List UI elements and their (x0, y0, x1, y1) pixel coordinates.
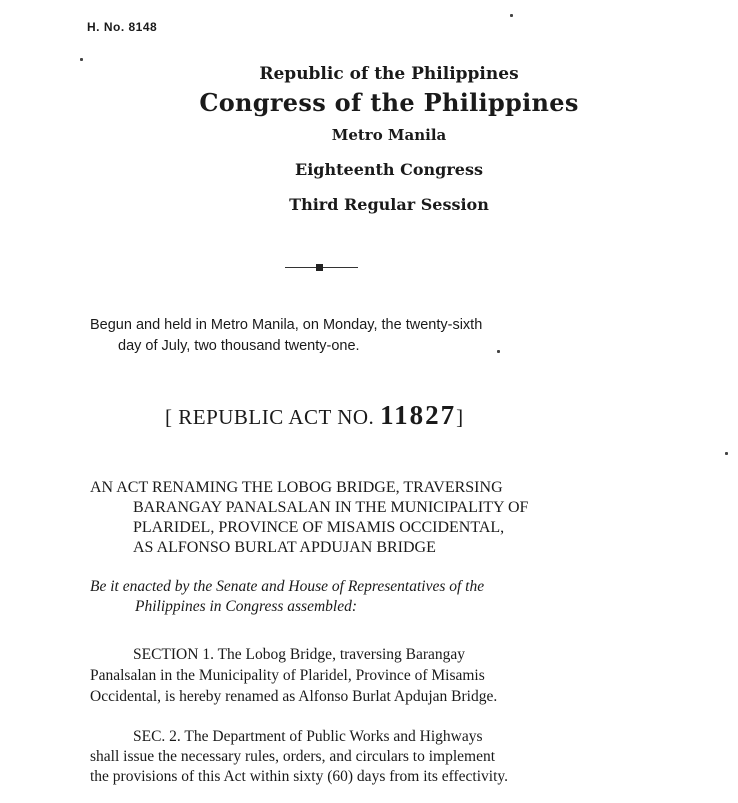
divider-ornament (316, 264, 323, 271)
scan-speck (725, 452, 728, 455)
section-2-line-1 (133, 728, 483, 746)
section-1-label: SECTION 1. (133, 646, 214, 663)
section-1-text: The Lobog Bridge, traversing Barangay (217, 646, 466, 663)
act-title-line-4: AS ALFONSO BURLAT APDUJAN BRIDGE (133, 539, 436, 556)
act-title-line-3: PLARIDEL, PROVINCE OF MISAMIS OCCIDENTAL, (133, 519, 505, 536)
begun-line-2: day of July, two thousand twenty-one. (118, 338, 360, 354)
act-title-line-1: AN ACT RENAMING THE LOBOG BRIDGE, TRAVERSING (90, 479, 503, 496)
section-1-line-1 (133, 646, 465, 664)
enacting-clause-line-1: Be it enacted by the Senate and House of Representatives of the (90, 578, 485, 595)
header-congress-number: Eighteenth Congress (295, 160, 483, 179)
republic-act-number: 11827 (380, 400, 457, 430)
header-location: Metro Manila (331, 126, 447, 144)
section-2-text: The Department of Public Works and Highways (184, 728, 483, 745)
section-1-line-2: Panalsalan in the Municipality of Plaridel, Province of Misamis (90, 667, 485, 684)
scan-speck (497, 350, 500, 353)
section-2-line-2: shall issue the necessary rules, orders, and circulars to implement (90, 748, 496, 765)
enacting-clause-line-2: Philippines in Congress assembled: (135, 598, 358, 615)
begun-line-1: Begun and held in Metro Manila, on Monday, the twenty-sixth (90, 317, 483, 333)
section-1-line-3: Occidental, is hereby renamed as Alfonso Burlat Apdujan Bridge. (90, 688, 498, 705)
section-2-label: SEC. 2. (133, 728, 181, 745)
republic-act-suffix: ] (456, 405, 464, 429)
bill-number: H. No. 8148 (87, 20, 158, 34)
header-session: Third Regular Session (289, 195, 489, 214)
act-title-line-2: BARANGAY PANALSALAN IN THE MUNICIPALITY OF (133, 499, 529, 516)
scan-speck (510, 14, 513, 17)
section-2-line-3: the provisions of this Act within sixty (60) days from its effectivity. (90, 768, 509, 785)
header-republic: Republic of the Philippines (259, 64, 519, 84)
scan-speck (80, 58, 83, 61)
republic-act-prefix: [ REPUBLIC ACT NO. (165, 405, 375, 429)
republic-act-heading (165, 400, 464, 431)
header-congress: Congress of the Philippines (199, 88, 579, 117)
